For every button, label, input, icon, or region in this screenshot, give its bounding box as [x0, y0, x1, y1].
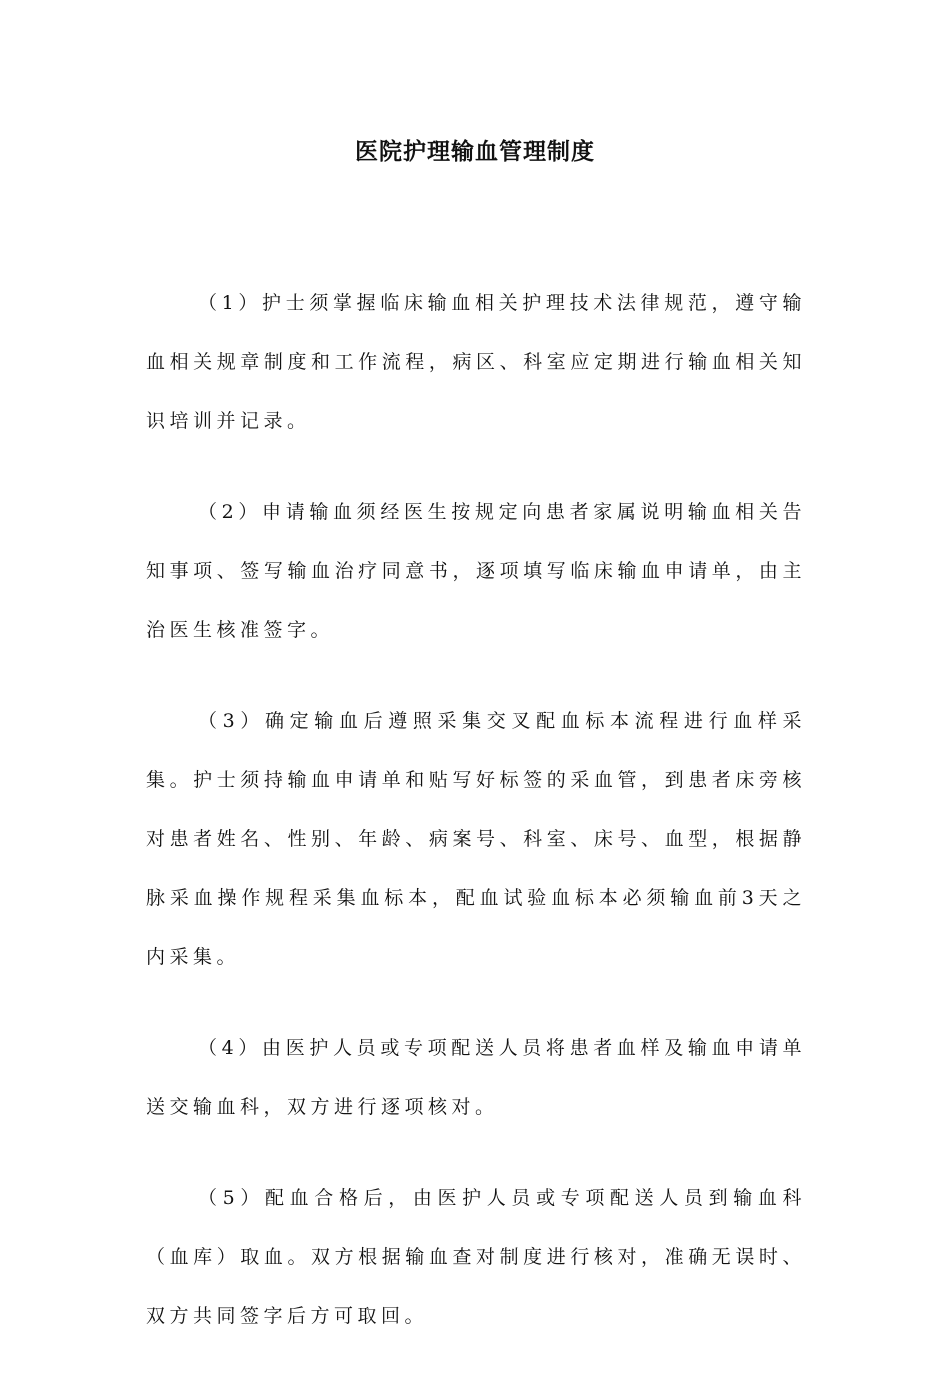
- paragraph-2: （2）申请输血须经医生按规定向患者家属说明输血相关告知事项、签写输血治疗同意书，逐项填写临床输血申请单，由主治医生核准签字。: [146, 501, 806, 641]
- document-title: 医院护理输血管理制度: [355, 138, 595, 165]
- paragraph-3: （3）确定输血后遵照采集交叉配血标本流程进行血样采集。护士须持输血申请单和贴写好标签的采血管，到患者床旁核对患者姓名、性别、年龄、病案号、科室、床号、血型，根据静脉采血操作规程采集血标本，配血试验血标本必须输血前3天之内采集。: [146, 710, 806, 968]
- paragraph-1: （1）护士须掌握临床输血相关护理技术法律规范，遵守输血相关规章制度和工作流程，病区、科室应定期进行输血相关知识培训并记录。: [146, 292, 806, 432]
- document-body: [146, 274, 806, 1378]
- paragraph-5: （5）配血合格后，由医护人员或专项配送人员到输血科（血库）取血。双方根据输血查对制度进行核对，准确无误时、双方共同签字后方可取回。: [146, 1187, 806, 1327]
- paragraph-4: （4）由医护人员或专项配送人员将患者血样及输血申请单送交输血科，双方进行逐项核对。: [146, 1037, 806, 1118]
